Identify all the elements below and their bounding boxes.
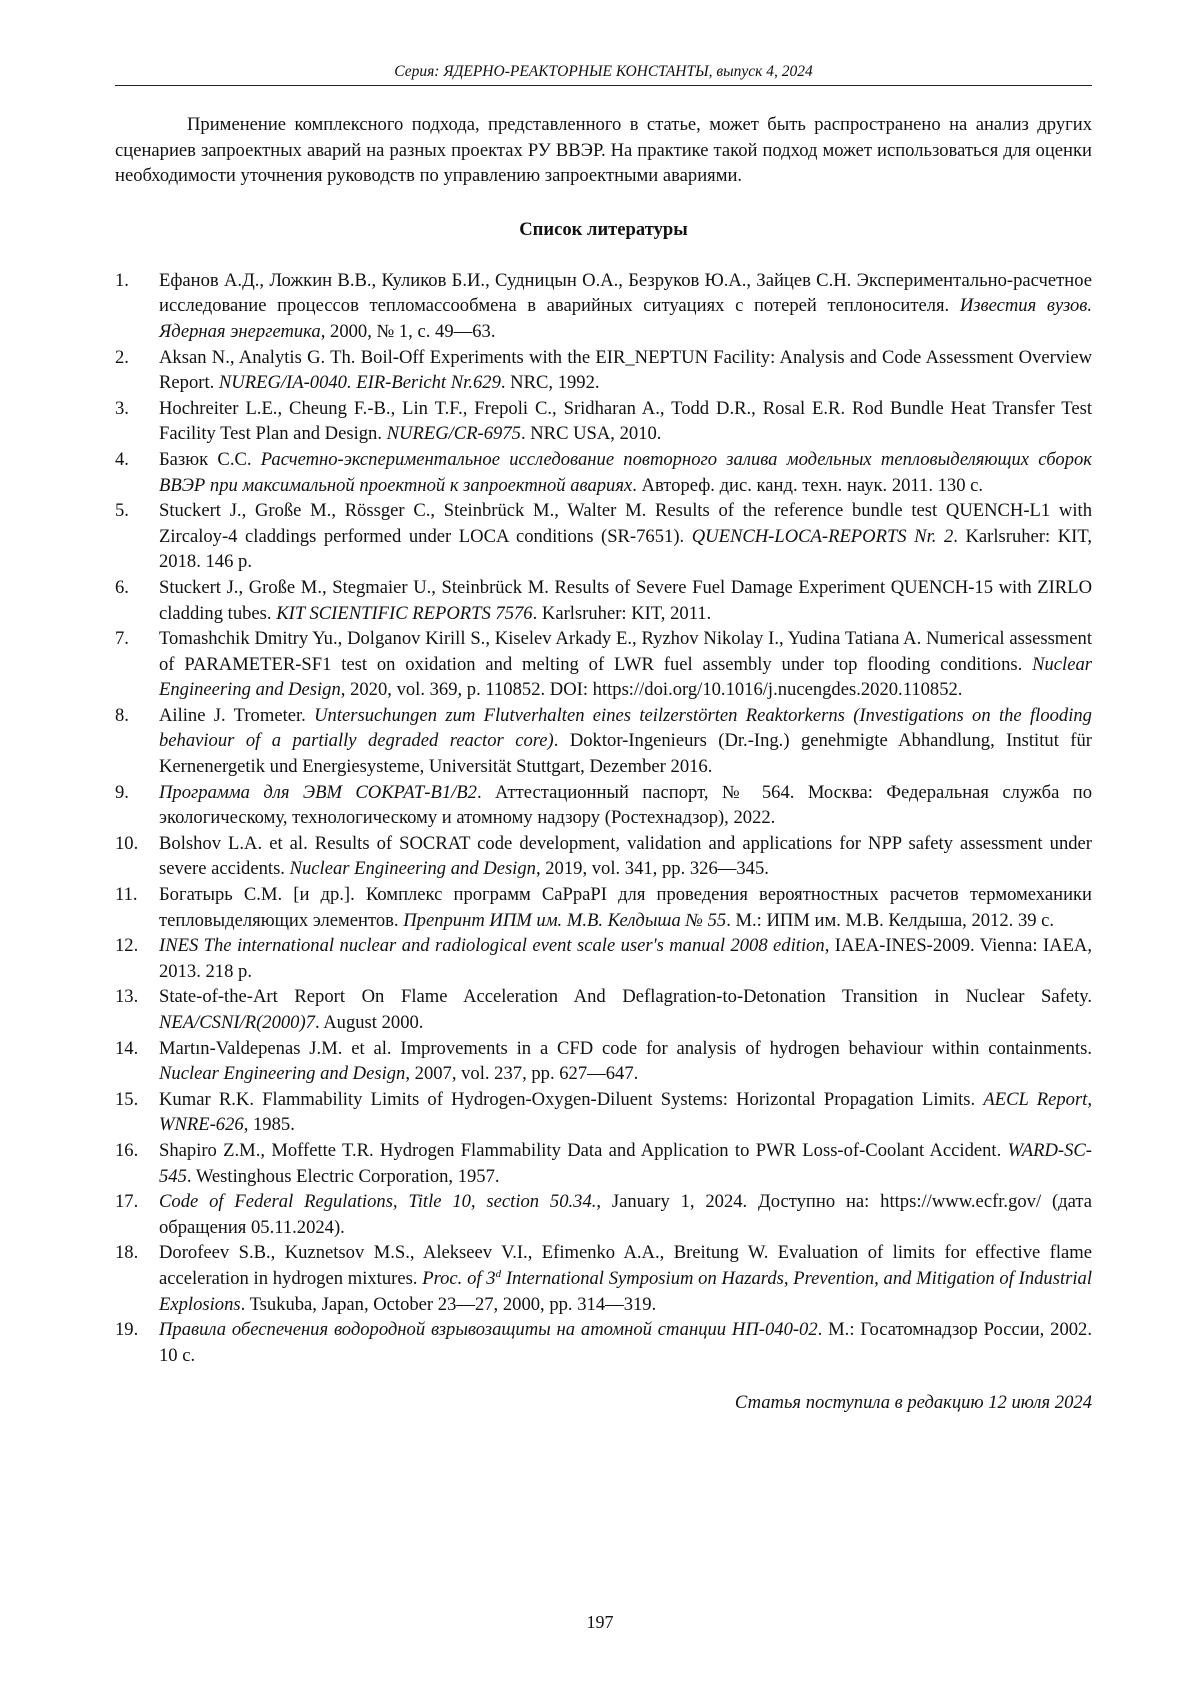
reference-number: 17. bbox=[115, 1191, 139, 1213]
reference-details: , 2007, vol. 237, pp. 627—647. bbox=[405, 1063, 639, 1085]
reference-number: 5. bbox=[115, 500, 129, 522]
reference-source: Nuclear Engineering and Design bbox=[289, 858, 536, 880]
references-title: Список литературы bbox=[519, 218, 688, 240]
reference-details: . Автореф. дис. канд. техн. наук. 2011. 130 с. bbox=[632, 474, 984, 496]
reference-text bbox=[159, 1089, 1092, 1136]
reference-source: Proc. of 3 bbox=[422, 1267, 496, 1289]
reference-authors: Stuckert J., Große M., Stegmaier U., Steinbrück M. Results of Severe Fuel Damage Experiment QUENCH-15 with ZIRLO cladding tubes. bbox=[159, 576, 1092, 624]
reference-item bbox=[115, 1036, 1092, 1087]
reference-source: Препринт ИПМ им. М.В. Келдыша № 55 bbox=[403, 909, 727, 931]
reference-authors: Hochreiter L.E., Cheung F.-B., Lin T.F., Frepoli C., Sridharan A., Todd D.R., Rosal E.R. Rod Bundle Heat Transfer Test Facility Test Plan and Design. bbox=[159, 397, 1092, 445]
reference-text bbox=[159, 705, 1092, 777]
reference-text bbox=[159, 449, 1092, 496]
reference-source: Code of Federal Regulations, Title 10, section 50.34. bbox=[159, 1191, 597, 1213]
reference-text bbox=[159, 782, 1092, 829]
reference-number: 15. bbox=[115, 1088, 139, 1110]
reference-details: . Karlsruher: KIT, 2011. bbox=[532, 602, 712, 624]
reference-number: 4. bbox=[115, 448, 129, 470]
reference-item bbox=[115, 984, 1092, 1035]
reference-text bbox=[159, 500, 1092, 572]
reference-authors: Базюк С.С. bbox=[159, 448, 261, 470]
reference-details: . NRC USA, 2010. bbox=[520, 423, 662, 445]
reference-source: NEA/CSNI/R(2000)7 bbox=[159, 1012, 315, 1033]
reference-item bbox=[115, 1138, 1092, 1189]
reference-item bbox=[115, 780, 1092, 831]
reference-details: , 1985. bbox=[243, 1114, 295, 1136]
reference-item bbox=[115, 831, 1092, 882]
reference-item bbox=[115, 345, 1092, 396]
reference-superscript: d bbox=[495, 1267, 502, 1280]
reference-text bbox=[159, 986, 1092, 1033]
reference-details: . Аттестационный паспорт, № 564. Москва: Федеральная служба по экологическому, технологическому и атомному надзору (Ростехнадзор), 2022. bbox=[159, 781, 1092, 829]
reference-text bbox=[159, 935, 1092, 982]
reference-details: , 2019, vol. 341, pp. 326—345. bbox=[535, 858, 769, 880]
reference-text bbox=[159, 347, 1092, 394]
reference-authors: Ailine J. Trometer. bbox=[159, 704, 315, 726]
reference-source: Правила обеспечения водородной взрывозащиты на атомной станции НП-040-02 bbox=[159, 1319, 818, 1341]
reference-text bbox=[159, 1191, 1092, 1238]
reference-text bbox=[159, 884, 1092, 931]
reference-text bbox=[159, 1038, 1092, 1085]
reference-source: Nuclear Engineering and Design bbox=[159, 653, 1092, 701]
reference-details: , January 1, 2024. Доступно на: https://www.ecfr.gov/ (дата обращения 05.11.2024). bbox=[159, 1191, 1093, 1238]
reference-source: INES The international nuclear and radiological event scale user's manual 2008 edition bbox=[159, 935, 825, 957]
reference-number: 7. bbox=[115, 628, 129, 650]
reference-source: KIT SCIENTIFIC REPORTS 7576 bbox=[276, 602, 533, 624]
reference-text bbox=[159, 398, 1092, 445]
reference-source: Программа для ЭВМ СОКРАТ-В1/В2 bbox=[159, 781, 477, 803]
reference-text bbox=[159, 1319, 1092, 1366]
reference-number: 13. bbox=[115, 986, 139, 1008]
references-list bbox=[115, 268, 1092, 1369]
reference-details: . М.: ИПМ им. М.В. Келдыша, 2012. 39 с. bbox=[726, 909, 1055, 931]
intro-paragraph: Применение комплексного подхода, представленного в статье, может быть распространено на анализ других сценариев запроектных аварий на разных проектах РУ ВВЭР. На практике такой подход может использоваться для оценки необходимости уточнения руководств по управлению запроектными авариями. bbox=[115, 114, 1092, 187]
reference-details: . Tsukuba, Japan, October 23—27, 2000, pp. 314—319. bbox=[240, 1293, 657, 1315]
reference-number: 6. bbox=[115, 576, 129, 598]
reference-source: Известия вузов. Ядерная энергетика bbox=[159, 295, 1092, 342]
reference-number: 14. bbox=[115, 1037, 139, 1059]
reference-source: AECL Report, WNRE-626 bbox=[159, 1088, 1092, 1136]
reference-source: NUREG/IA-0040. EIR-Bericht Nr.629 bbox=[218, 372, 501, 394]
reference-number: 3. bbox=[115, 397, 129, 419]
reference-source: WARD-SC-545 bbox=[159, 1139, 1092, 1187]
reference-item bbox=[115, 1087, 1092, 1138]
reference-authors: Shapiro Z.M., Moffette T.R. Hydrogen Flammability Data and Application to PWR Loss-of-Coolant Accident. bbox=[159, 1139, 1008, 1161]
reference-details: , 2020, vol. 369, p. 110852. DOI: https://doi.org/10.1016/j.nucengdes.2020.110852. bbox=[340, 679, 963, 701]
received-date: Статья поступила в редакцию 12 июля 2024 bbox=[734, 1392, 1092, 1414]
reference-number: 11. bbox=[115, 884, 138, 906]
reference-number: 2. bbox=[115, 346, 129, 368]
reference-authors: Stuckert J., Große M., Rössger C., Steinbrück M., Walter M. Results of the reference bundle test QUENCH-L1 with Zircaloy-4 claddings performed under LOCA conditions (SR-7651). bbox=[159, 500, 1092, 547]
reference-number: 19. bbox=[115, 1319, 139, 1341]
reference-text bbox=[159, 270, 1092, 342]
reference-number: 16. bbox=[115, 1139, 139, 1161]
reference-details: . Karlsruher: KIT, 2018. 146 p. bbox=[159, 525, 1092, 573]
reference-authors: Martın-Valdepenas J.M. et al. Improvements in a CFD code for analysis of hydrogen behaviour within containments. bbox=[159, 1037, 1092, 1059]
reference-text bbox=[159, 833, 1092, 880]
reference-details: . М.: Госатомнадзор России, 2002. 10 с. bbox=[159, 1319, 1092, 1366]
reference-item bbox=[115, 626, 1092, 703]
reference-source: Nuclear Engineering and Design bbox=[159, 1063, 406, 1085]
reference-number: 8. bbox=[115, 704, 129, 726]
reference-text bbox=[159, 1242, 1092, 1314]
reference-item bbox=[115, 396, 1092, 447]
reference-authors: State-of-the-Art Report On Flame Acceleration And Deflagration-to-Detonation Transition in Nuclear Safety. bbox=[159, 986, 1092, 1008]
reference-source: QUENCH-LOCA-REPORTS Nr. 2 bbox=[691, 525, 954, 547]
reference-item bbox=[115, 498, 1092, 575]
page-number: 197 bbox=[586, 1612, 614, 1632]
reference-source: Untersuchungen zum Flutverhalten eines teilzerstörten Reaktorkerns (Investigations on the flooding behaviour of a partially degraded reactor core) bbox=[159, 704, 1092, 752]
reference-details: . Westinghous Electric Corporation, 1957. bbox=[186, 1165, 500, 1187]
running-header: Серия: ЯДЕРНО-РЕАКТОРНЫЕ КОНСТАНТЫ, выпуск 4, 2024 bbox=[115, 62, 1092, 86]
reference-number: 18. bbox=[115, 1242, 139, 1264]
reference-details: . NRC, 1992. bbox=[500, 372, 600, 394]
reference-authors: Aksan N., Analytis G. Th. Boil-Off Experiments with the EIR_NEPTUN Facility: Analysis and Code Assessment Overview Report. bbox=[159, 346, 1092, 394]
reference-item bbox=[115, 447, 1092, 498]
reference-item bbox=[115, 882, 1092, 933]
reference-source: Расчетно-экспериментальное исследование повторного залива модельных тепловыделяющих сборок ВВЭР при максимальной проектной к запроектной авариях bbox=[159, 448, 1092, 496]
reference-item bbox=[115, 1317, 1092, 1368]
reference-authors: Ефанов А.Д., Ложкин В.В., Куликов Б.И., Судницын О.А., Безруков Ю.А., Зайцев С.Н. Экспериментально-расчетное исследование процессов тепломассообмена в аварийных ситуациях с потерей теплоносителя. bbox=[159, 269, 1092, 317]
reference-details: , IAEA-INES-2009. Vienna: IAEA, 2013. 218 p. bbox=[159, 935, 1093, 982]
reference-item bbox=[115, 1189, 1092, 1240]
reference-authors: Dorofeev S.B., Kuznetsov M.S., Alekseev V.I., Efimenko A.A., Breitung W. Evaluation of limits for effective flame acceleration in hydrogen mixtures. bbox=[159, 1242, 1092, 1289]
reference-text bbox=[159, 577, 1092, 624]
reference-details: . August 2000. bbox=[314, 1012, 424, 1033]
reference-item bbox=[115, 1240, 1092, 1317]
reference-text bbox=[159, 628, 1092, 700]
reference-text bbox=[159, 1140, 1092, 1187]
page-content bbox=[115, 62, 1092, 1415]
reference-source: NUREG/CR-6975 bbox=[386, 423, 521, 445]
reference-item bbox=[115, 933, 1092, 984]
reference-number: 10. bbox=[115, 832, 139, 854]
reference-item bbox=[115, 703, 1092, 780]
reference-details: , 2000, № 1, с. 49—63. bbox=[320, 320, 496, 342]
reference-authors: Kumar R.K. Flammability Limits of Hydrogen-Oxygen-Diluent Systems: Horizontal Propagation Limits. bbox=[159, 1088, 984, 1110]
reference-item bbox=[115, 575, 1092, 626]
reference-source-cont: International Symposium on Hazards, Prevention, and Mitigation of Industrial Explosions bbox=[159, 1267, 1092, 1315]
reference-details: . Doktor-Ingenieurs (Dr.-Ing.) genehmigte Abhandlung, Institut für Kernenergetik und Energiesysteme, Universität Stuttgart, Dezember 2016. bbox=[159, 730, 1092, 778]
reference-authors: Богатырь С.М. [и др.]. Комплекс программ CaPpaPI для проведения вероятностных расчетов термомеханики тепловыделяющих элементов. bbox=[159, 884, 1092, 931]
reference-number: 12. bbox=[115, 935, 139, 957]
reference-number: 1. bbox=[115, 269, 129, 291]
reference-item bbox=[115, 268, 1092, 345]
reference-authors: Tomashchik Dmitry Yu., Dolganov Kirill S., Kiselev Arkady E., Ryzhov Nikolay I., Yudina Tatiana A. Numerical assessment of PARAMETER-SF1 test on oxidation and melting of LWR fuel assembly under top flooding conditions. bbox=[159, 628, 1092, 675]
reference-number: 9. bbox=[115, 781, 129, 803]
reference-authors: Bolshov L.A. et al. Results of SOCRAT code development, validation and applications for NPP safety assessment under severe accidents. bbox=[159, 832, 1092, 880]
